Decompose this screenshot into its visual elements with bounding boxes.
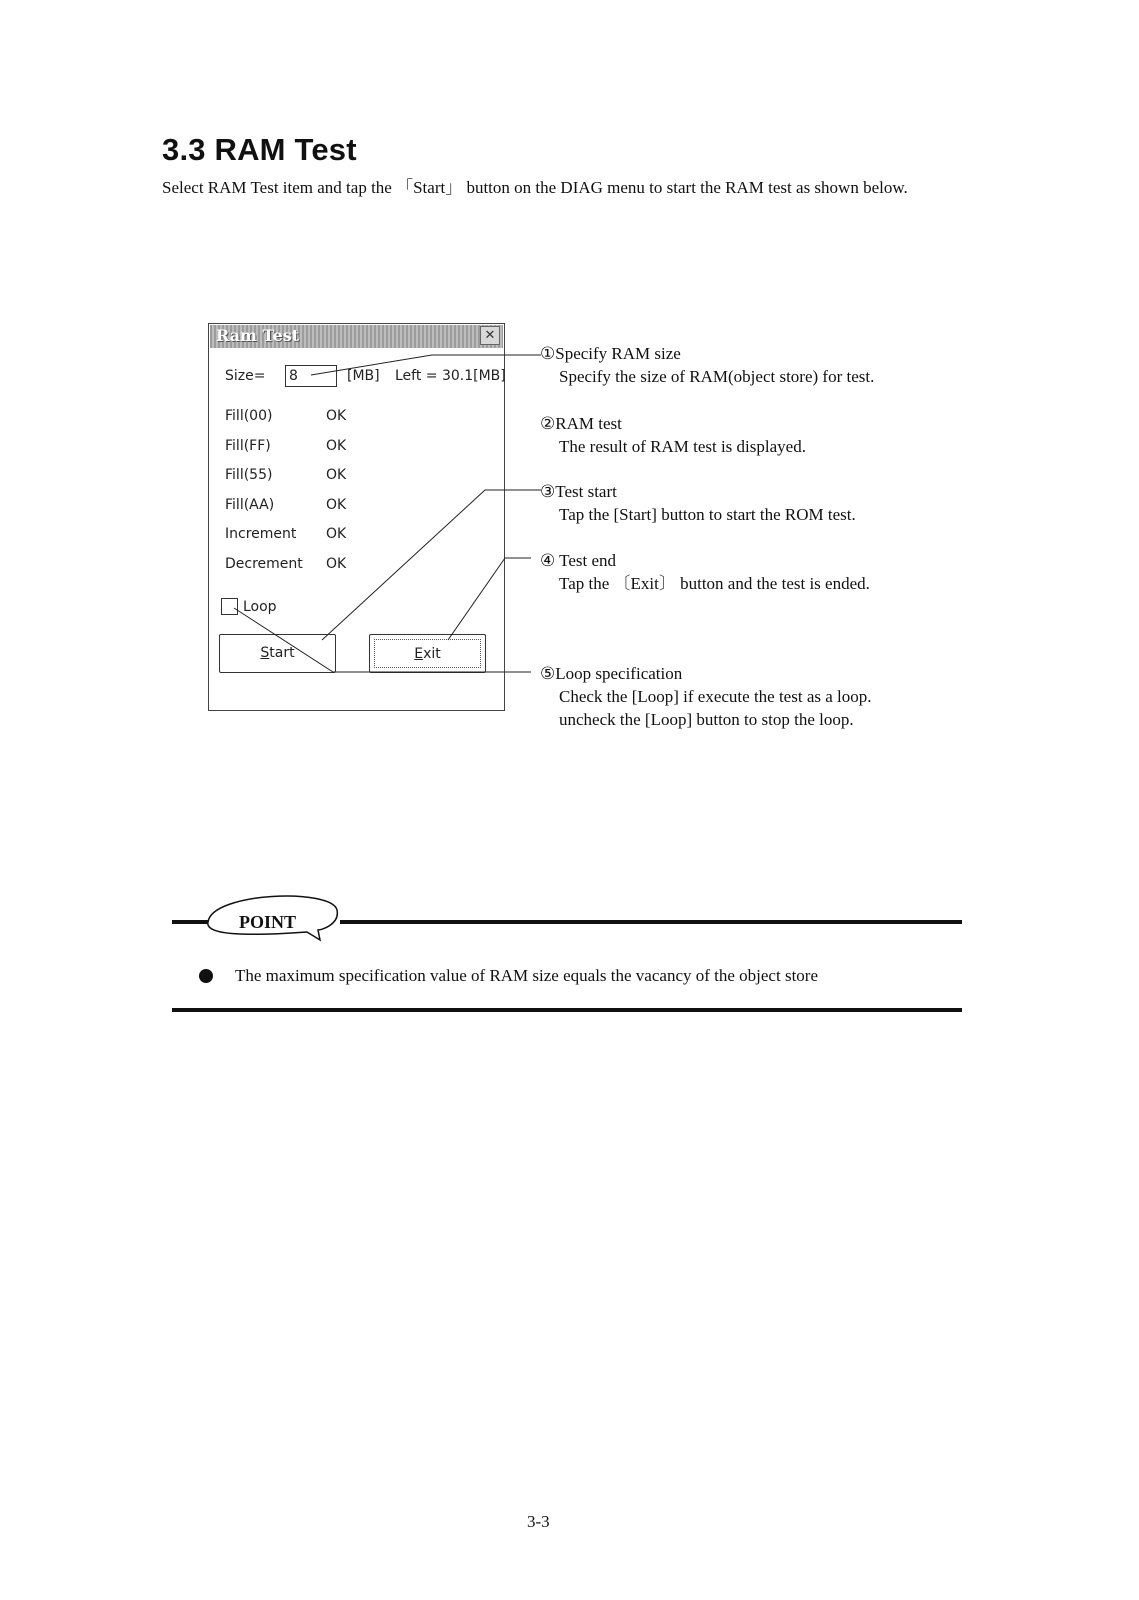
- size-label: Size=: [225, 368, 266, 384]
- callout-desc: Tap the 〔Exit〕 button and the test is ended.: [559, 574, 870, 593]
- result-value: OK: [326, 408, 347, 424]
- start-mnemonic: S: [260, 645, 270, 661]
- result-row: [225, 495, 485, 515]
- result-name: Fill(00): [225, 408, 273, 424]
- exit-label: xit: [423, 646, 441, 662]
- close-icon: ✕: [484, 328, 496, 343]
- exit-focus-ring: [374, 639, 481, 668]
- unit-label: [MB]: [347, 368, 380, 384]
- result-row: [225, 406, 485, 426]
- result-name: Increment: [225, 526, 297, 542]
- callout-head: ①Specify RAM size: [540, 344, 681, 363]
- result-value: OK: [326, 556, 347, 572]
- point-box: [172, 880, 962, 1020]
- page-number: 3-3: [527, 1512, 550, 1531]
- callout-head: ③Test start: [540, 482, 617, 501]
- exit-button[interactable]: [369, 634, 486, 673]
- close-button[interactable]: [480, 326, 500, 345]
- result-name: Decrement: [225, 556, 303, 572]
- result-value: OK: [326, 467, 347, 483]
- result-name: Fill(AA): [225, 497, 275, 513]
- result-row: [225, 524, 485, 544]
- callout-desc: The result of RAM test is displayed.: [559, 437, 806, 456]
- result-row: [225, 554, 485, 574]
- point-label: POINT: [239, 912, 297, 932]
- result-row: [225, 465, 485, 485]
- dialog-title: Ram Test: [216, 326, 300, 345]
- size-input[interactable]: 8: [285, 365, 337, 387]
- callout-head: ④ Test end: [540, 551, 617, 570]
- callout-desc: uncheck the [Loop] button to stop the loop.: [559, 710, 854, 729]
- callout-ram-test: [540, 412, 806, 458]
- left-label: Left = 30.1[MB]: [395, 368, 506, 384]
- callout-specify-size: [540, 342, 874, 388]
- result-value: OK: [326, 438, 347, 454]
- callout-desc: Specify the size of RAM(object store) for test.: [559, 367, 875, 386]
- callout-desc: Check the [Loop] if execute the test as a loop.: [559, 687, 872, 706]
- exit-mnemonic: E: [414, 646, 424, 662]
- size-row: [225, 365, 506, 387]
- result-row: [225, 436, 485, 456]
- callout-head: ②RAM test: [540, 414, 622, 433]
- loop-checkbox[interactable]: [221, 598, 238, 615]
- point-text: The maximum specification value of RAM size equals the vacancy of the object store: [235, 966, 818, 985]
- section-title: 3.3 RAM Test: [162, 132, 357, 167]
- result-value: OK: [326, 526, 347, 542]
- callout-loop: [540, 662, 872, 731]
- result-value: OK: [326, 497, 347, 513]
- start-button[interactable]: [219, 634, 336, 673]
- result-name: Fill(FF): [225, 438, 271, 454]
- callout-head: ⑤Loop specification: [540, 664, 683, 683]
- loop-label: Loop: [243, 599, 277, 615]
- point-frame: [172, 880, 962, 1020]
- ram-test-dialog: [208, 323, 505, 711]
- callout-test-end: [540, 549, 870, 595]
- start-label: tart: [269, 645, 295, 661]
- result-name: Fill(55): [225, 467, 273, 483]
- intro-paragraph: Select RAM Test item and tap the 「Start」 button on the DIAG menu to start the RAM test as shown below.: [162, 178, 908, 197]
- callout-desc: Tap the [Start] button to start the ROM test.: [559, 505, 856, 524]
- bullet-icon: [199, 969, 213, 983]
- callout-test-start: [540, 480, 856, 526]
- dialog-titlebar: [210, 325, 503, 348]
